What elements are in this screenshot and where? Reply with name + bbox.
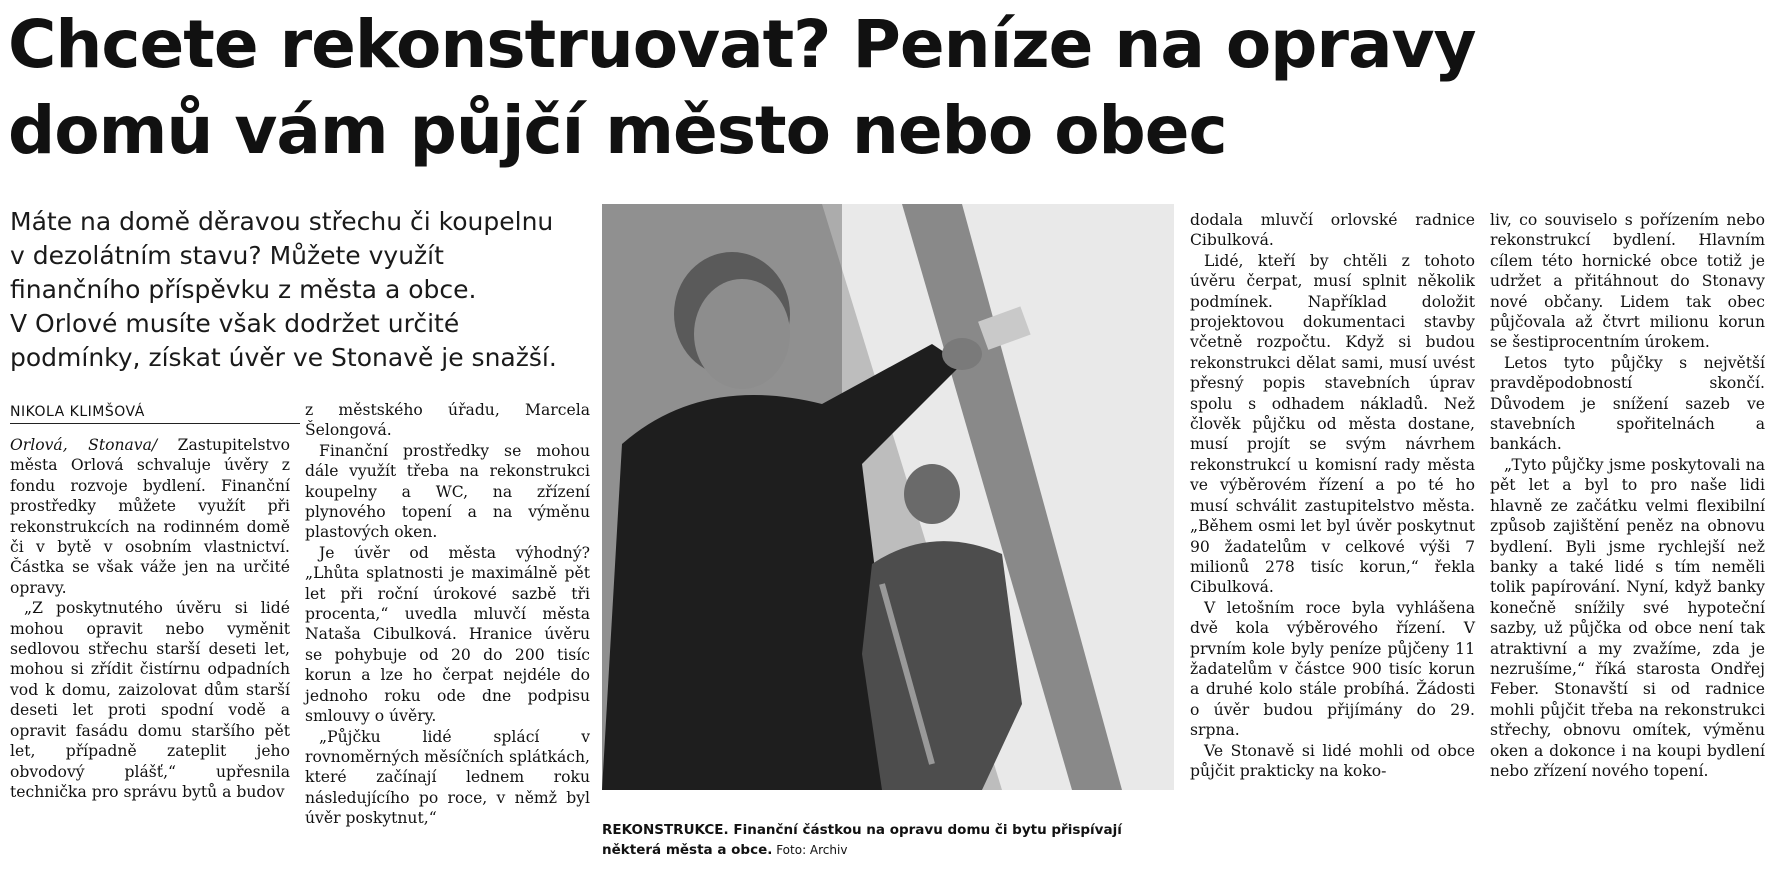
paragraph: „Z poskytnutého úvěru si lidé mohou opravit nebo vyměnit sedlovou střechu starší deseti let, mohou si zřídit čistírnu odpadních vod k domu, zaizolovat dům starší deseti let proti spodní vodě a opravit fasádu domu staršího pět let, případně zateplit jeho obvodový plášť,“ upřesnila technička pro správu bytů a budov [10, 599, 290, 801]
paragraph: „Půjčku lidé splácí v rovnoměrných měsíčních splátkách, které začínají lednem roku následujícího po roce, v němž byl úvěr poskytnut,“ [305, 727, 590, 828]
lead-line: podmínky, získat úvěr ve Stonavě je snažší. [10, 343, 557, 372]
paragraph-text: Zastupitelstvo města Orlová schvaluje úvěry z fondu rozvoje bydlení. Finanční prostředky můžete využít při rekonstrukcích na rodinném domě či v bytě v osobním vlastnictví. Částka se však váže jen na určité opravy. [10, 436, 290, 597]
lead-line: v dezolátním stavu? Můžete využít [10, 241, 444, 270]
paragraph: Je úvěr od města výhodný? „Lhůta splatnosti je maximálně pět let při roční úrokové sazbě tři procenta,“ uvedla mluvčí města Nataša Cibulková. Hranice úvěru se pohybuje od 20 do 200 tisíc korun a lze ho čerpat nejdéle do jednoho roku ode dne podpisu smlouvy o úvěry. [305, 543, 590, 726]
caption-heading: REKONSTRUKCE. [602, 822, 729, 838]
photo-construction-workers [602, 204, 1174, 790]
lead-line: V Orlové musíte však dodržet určité [10, 309, 460, 338]
lead-line: finančního příspěvku z města a obce. [10, 275, 477, 304]
paragraph: „Tyto půjčky jsme poskytovali na pět let a byl to pro naše lidi hlavně ze začátku velmi flexibilní způsob zajištění peněz na obnovu bydlení. Byli jsme rychlejší než banky a také lidé s tím neměli tolik papírování. Nyní, když banky konečně snížily své hypoteční sazby, už půjčka od obce není tak atraktivní a my zvažíme, zda je nezrušíme,“ říká starosta Ondřej Feber. Stonavští si od radnice mohli půjčit třeba na rekonstrukci střechy, obnovu omítek, výměnu oken a dokonce i na koupi bydlení nebo zřízení nového topení. [1490, 455, 1765, 780]
paragraph: Letos tyto půjčky s největší pravděpodobností skončí. Důvodem je snížení sazeb ve stavebních spořitelnách a bankách. [1490, 353, 1765, 454]
article-column-3 [1190, 210, 1475, 781]
lead-paragraph [10, 205, 600, 375]
paragraph: Ve Stonavě si lidé mohli od obce půjčit prakticky na koko- [1190, 741, 1475, 780]
paragraph: Finanční prostředky se mohou dále využít třeba na rekonstrukci koupelny a WC, na zřízení plynového topení a na výměnu plastových oken. [305, 441, 590, 542]
article-photo [602, 204, 1174, 790]
photo-caption [602, 820, 1174, 860]
dateline-place: Orlová, Stonava/ [10, 436, 158, 454]
byline: NIKOLA KLIMŠOVÁ [10, 404, 300, 424]
paragraph: V letošním roce byla vyhlášena dvě kola výběrového řízení. V prvním kole byly peníze půjčeny 11 žadatelům v částce 900 tisíc korun a druhé kolo stále probíhá. Žádosti o úvěr budou přijímány do 29. srpna. [1190, 598, 1475, 740]
article-column-4 [1490, 210, 1765, 781]
paragraph: Lidé, kteří by chtěli z tohoto úvěru čerpat, musí splnit několik podmínek. Například doložit projektovou dokumentaci stavby včetně rozpočtu. Když si budou rekonstrukci dělat sami, musí uvést přesný popis stavebních úprav spolu s odhadem nákladů. Než člověk půjčku od města dostane, musí projít se svým návrhem rekonstrukcí u komisní rady města ve výběrovém řízení a po té ho musí schválit zastupitelstvo města. „Během osmi let byl úvěr poskytnut 90 žadatelům v celkové výši 7 milionů 278 tisíc korun,“ řekla Cibulková. [1190, 251, 1475, 597]
paragraph: liv, co souviselo s pořízením nebo rekonstrukcí bydlení. Hlavním cílem této hornické obce totiž je udržet a přitáhnout do Stonavy nové občany. Lidem tak obec půjčovala až čtvrt milionu korun se šestiprocentním úrokem. [1490, 211, 1765, 352]
headline [8, 2, 1748, 174]
paragraph: z městského úřadu, Marcela Šelongová. [305, 401, 590, 440]
photo-credit: Foto: Archiv [772, 843, 848, 857]
paragraph: dodala mluvčí orlovské radnice Cibulková. [1190, 211, 1475, 250]
headline-line-2: domů vám půjčí město nebo obec [8, 92, 1227, 169]
headline-line-1: Chcete rekonstruovat? Peníze na opravy [8, 6, 1476, 83]
lead-line: Máte na domě děravou střechu či koupelnu [10, 207, 554, 236]
caption-text: Finanční částkou na opravu domu či bytu přispívají některá města a obce. [602, 822, 1122, 858]
paragraph [10, 435, 290, 598]
article-column-2 [305, 400, 590, 829]
article-column-1 [10, 435, 290, 802]
